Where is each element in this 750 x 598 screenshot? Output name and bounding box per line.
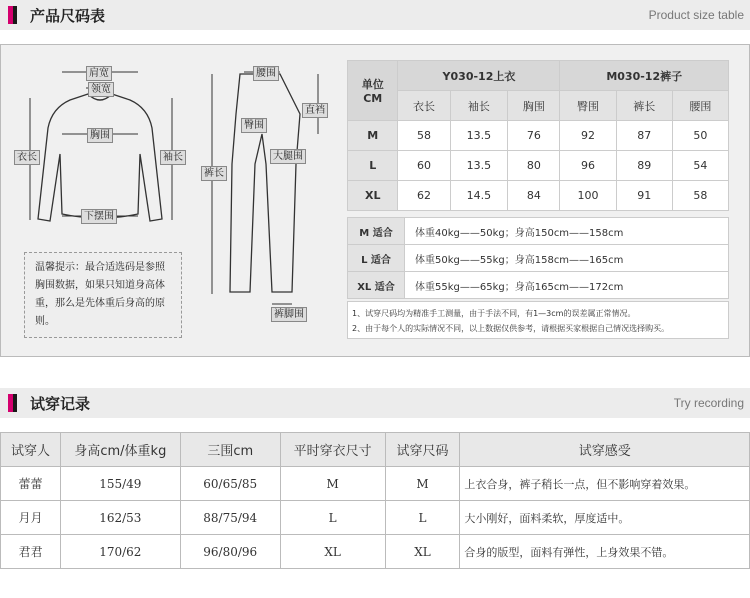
size-cell: 62: [398, 181, 450, 211]
record-header: 试穿感受: [460, 433, 750, 467]
size-cell: 54: [672, 151, 728, 181]
shirt-outline: [38, 94, 162, 221]
fit-table: [347, 217, 729, 299]
size-cell: 80: [508, 151, 560, 181]
label-collar: 领宽: [88, 82, 114, 97]
fit-row: [348, 218, 729, 245]
record-header: 身高cm/体重kg: [60, 433, 180, 467]
size-cell: 58: [672, 181, 728, 211]
record-row: [1, 535, 750, 569]
fit-row: [348, 272, 729, 299]
record-cell: M: [280, 467, 385, 501]
section-marker-dark: [13, 6, 17, 24]
col-header: 胸围: [508, 91, 560, 121]
size-cell: 13.5: [450, 151, 508, 181]
size-cell: 84: [508, 181, 560, 211]
size-label: L: [348, 151, 398, 181]
record-table: [0, 432, 750, 569]
fit-row: [348, 245, 729, 272]
record-cell: 162/53: [60, 501, 180, 535]
record-header-row: [1, 433, 750, 467]
size-cell: 100: [560, 181, 616, 211]
record-cell: XL: [280, 535, 385, 569]
record-header: 试穿人: [1, 433, 61, 467]
pants-header: M030-12裤子: [560, 61, 729, 91]
label-rise: 直裆: [302, 103, 328, 118]
fit-label: M 适合: [348, 218, 405, 245]
size-cell: 96: [560, 151, 616, 181]
size-row: [348, 181, 729, 211]
record-header: 试穿尺码: [385, 433, 460, 467]
unit-cell: 单位 CM: [348, 61, 398, 121]
top-header: Y030-12上衣: [398, 61, 560, 91]
fit-text: 体重50kg——55kg；身高158cm——165cm: [405, 245, 729, 272]
size-label: XL: [348, 181, 398, 211]
section-title: 试穿记录: [30, 395, 91, 413]
record-cell: L: [280, 501, 385, 535]
size-row: [348, 121, 729, 151]
note-line: 1、试穿尺码均为精准手工测量，由于手法不同，有1—3cm的误差属正常情况。: [352, 309, 636, 318]
record-cell: 60/65/85: [180, 467, 280, 501]
col-header: 袖长: [450, 91, 508, 121]
record-cell: 上衣合身，裤子稍长一点，但不影响穿着效果。: [460, 467, 750, 501]
record-cell: 88/75/94: [180, 501, 280, 535]
record-cell: XL: [385, 535, 460, 569]
size-cell: 89: [616, 151, 672, 181]
record-cell: L: [385, 501, 460, 535]
fit-text: 体重40kg——50kg；身高150cm——158cm: [405, 218, 729, 245]
record-cell: 大小刚好，面料柔软，厚度适中。: [460, 501, 750, 535]
record-row: [1, 467, 750, 501]
record-cell: 君君: [1, 535, 61, 569]
size-row: [348, 151, 729, 181]
record-header: 三围cm: [180, 433, 280, 467]
pants-outline: [230, 74, 300, 292]
fit-text: 体重55kg——65kg；身高165cm——172cm: [405, 272, 729, 299]
note-line: 2、由于每个人的实际情况不同，以上数据仅供参考，请根据买家根据自己情况选择购买。: [352, 324, 670, 333]
section-marker-dark: [13, 394, 17, 412]
fit-label: XL 适合: [348, 272, 405, 299]
label-pant-length: 裤长: [201, 166, 227, 181]
col-header: 裤长: [616, 91, 672, 121]
label-waist: 腰围: [253, 66, 279, 81]
size-cell: 13.5: [450, 121, 508, 151]
fit-label: L 适合: [348, 245, 405, 272]
size-cell: 60: [398, 151, 450, 181]
size-section-header: [0, 0, 750, 30]
section-title: 产品尺码表: [30, 7, 106, 25]
size-cell: 91: [616, 181, 672, 211]
record-cell: 合身的版型，面料有弹性，上身效果不错。: [460, 535, 750, 569]
record-section-header: [0, 388, 750, 418]
record-header: 平时穿衣尺寸: [280, 433, 385, 467]
size-tip: 温馨提示：最合适选码是参照胸围数据，如果只知道身高体重，那么是先体重后身高的原则。: [24, 252, 182, 338]
record-cell: 蕾蕾: [1, 467, 61, 501]
record-cell: 96/80/96: [180, 535, 280, 569]
size-label: M: [348, 121, 398, 151]
size-table: [347, 60, 729, 211]
size-notes: [347, 301, 729, 339]
label-leg-opening: 裤脚围: [271, 307, 307, 322]
section-subtitle: Product size table: [648, 8, 744, 22]
label-chest: 胸围: [87, 128, 113, 143]
record-cell: 月月: [1, 501, 61, 535]
size-cell: 76: [508, 121, 560, 151]
section-subtitle: Try recording: [673, 396, 744, 410]
record-row: [1, 501, 750, 535]
record-cell: 170/62: [60, 535, 180, 569]
record-cell: 155/49: [60, 467, 180, 501]
label-shoulder: 肩宽: [86, 66, 112, 81]
record-cell: M: [385, 467, 460, 501]
label-length: 衣长: [14, 150, 40, 165]
col-header: 腰围: [672, 91, 728, 121]
size-cell: 14.5: [450, 181, 508, 211]
size-cell: 87: [616, 121, 672, 151]
label-hem: 下摆围: [81, 209, 117, 224]
label-hip: 臀围: [241, 118, 267, 133]
col-header: 臀围: [560, 91, 616, 121]
size-cell: 58: [398, 121, 450, 151]
col-header: 衣长: [398, 91, 450, 121]
size-cell: 92: [560, 121, 616, 151]
label-sleeve: 袖长: [160, 150, 186, 165]
size-cell: 50: [672, 121, 728, 151]
label-thigh: 大腿围: [270, 149, 306, 164]
